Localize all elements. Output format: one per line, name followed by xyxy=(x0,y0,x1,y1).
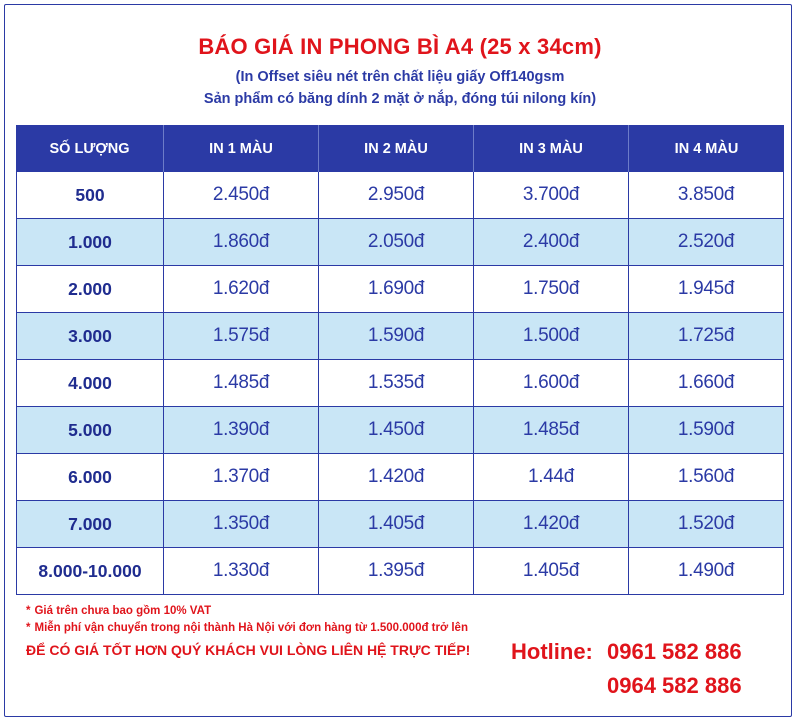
note-shipping-text: Miễn phí vận chuyển trong nội thành Hà Nội với đơn hàng từ 1.500.000đ trở lên xyxy=(34,622,468,634)
quantity-cell: 7.000 xyxy=(16,501,164,548)
quantity-cell: 500 xyxy=(16,172,164,219)
price-cell: 1.405đ xyxy=(319,501,474,548)
table-row xyxy=(16,172,784,219)
price-cell: 1.485đ xyxy=(474,407,629,454)
price-cell: 1.590đ xyxy=(629,407,784,454)
price-cell: 1.520đ xyxy=(629,501,784,548)
price-cell: 1.600đ xyxy=(474,360,629,407)
price-cell: 1.405đ xyxy=(474,548,629,595)
price-cell: 3.850đ xyxy=(629,172,784,219)
price-cell: 1.500đ xyxy=(474,313,629,360)
price-cell: 2.450đ xyxy=(164,172,319,219)
header-4-color: IN 4 MÀU xyxy=(629,125,784,172)
price-cell: 1.450đ xyxy=(319,407,474,454)
table-row xyxy=(16,501,784,548)
subtitle-line-2: Sản phẩm có băng dính 2 mặt ở nắp, đóng túi nilong kín) xyxy=(203,91,597,107)
price-cell: 2.520đ xyxy=(629,219,784,266)
table-row xyxy=(16,360,784,407)
price-cell: 1.330đ xyxy=(164,548,319,595)
quantity-cell: 1.000 xyxy=(16,219,164,266)
price-cell: 2.400đ xyxy=(474,219,629,266)
table-row xyxy=(16,219,784,266)
subtitle-line-1: (In Offset siêu nét trên chất liệu giấy Off140gsm xyxy=(235,69,565,85)
quantity-cell: 5.000 xyxy=(16,407,164,454)
table-row xyxy=(16,548,784,595)
note-shipping xyxy=(26,622,468,634)
price-cell: 1.945đ xyxy=(629,266,784,313)
price-cell: 1.620đ xyxy=(164,266,319,313)
price-cell: 2.050đ xyxy=(319,219,474,266)
price-cell: 1.350đ xyxy=(164,501,319,548)
price-cell: 1.420đ xyxy=(474,501,629,548)
price-cell: 1.485đ xyxy=(164,360,319,407)
quantity-cell: 4.000 xyxy=(16,360,164,407)
hotline-number-2[interactable]: 0964 582 886 xyxy=(607,673,742,698)
asterisk-icon: * xyxy=(26,605,31,617)
quantity-cell: 2.000 xyxy=(16,266,164,313)
header-1-color: IN 1 MÀU xyxy=(164,125,319,172)
table-row xyxy=(16,313,784,360)
price-cell: 1.420đ xyxy=(319,454,474,501)
price-cell: 1.590đ xyxy=(319,313,474,360)
note-vat-text: Giá trên chưa bao gồm 10% VAT xyxy=(34,605,212,617)
price-cell: 1.575đ xyxy=(164,313,319,360)
price-cell: 1.370đ xyxy=(164,454,319,501)
contact-call-to-action: ĐỂ CÓ GIÁ TỐT HƠN QUÝ KHÁCH VUI LÒNG LIÊN HỆ TRỰC TIẾP! xyxy=(26,642,471,658)
note-vat xyxy=(26,605,211,617)
header-2-color: IN 2 MÀU xyxy=(319,125,474,172)
price-cell: 1.690đ xyxy=(319,266,474,313)
price-cell: 2.950đ xyxy=(319,172,474,219)
header-3-color: IN 3 MÀU xyxy=(474,125,629,172)
price-cell: 1.390đ xyxy=(164,407,319,454)
price-cell: 1.560đ xyxy=(629,454,784,501)
asterisk-icon: * xyxy=(26,622,31,634)
price-cell: 1.490đ xyxy=(629,548,784,595)
price-cell: 1.535đ xyxy=(319,360,474,407)
price-cell: 3.700đ xyxy=(474,172,629,219)
quantity-cell: 8.000-10.000 xyxy=(16,548,164,595)
price-cell: 1.44đ xyxy=(474,454,629,501)
price-cell: 1.725đ xyxy=(629,313,784,360)
table-row xyxy=(16,407,784,454)
header-quantity: SỐ LƯỢNG xyxy=(16,125,164,172)
quantity-cell: 6.000 xyxy=(16,454,164,501)
price-cell: 1.660đ xyxy=(629,360,784,407)
price-cell: 1.860đ xyxy=(164,219,319,266)
hotline-label: Hotline: xyxy=(511,639,593,664)
table-row xyxy=(16,266,784,313)
quantity-cell: 3.000 xyxy=(16,313,164,360)
table-header-row xyxy=(16,125,784,172)
price-table xyxy=(16,125,784,595)
price-cell: 1.750đ xyxy=(474,266,629,313)
table-row xyxy=(16,454,784,501)
hotline-number-1[interactable]: 0961 582 886 xyxy=(607,639,742,664)
price-cell: 1.395đ xyxy=(319,548,474,595)
page-title: BÁO GIÁ IN PHONG BÌ A4 (25 x 34cm) xyxy=(198,34,602,59)
